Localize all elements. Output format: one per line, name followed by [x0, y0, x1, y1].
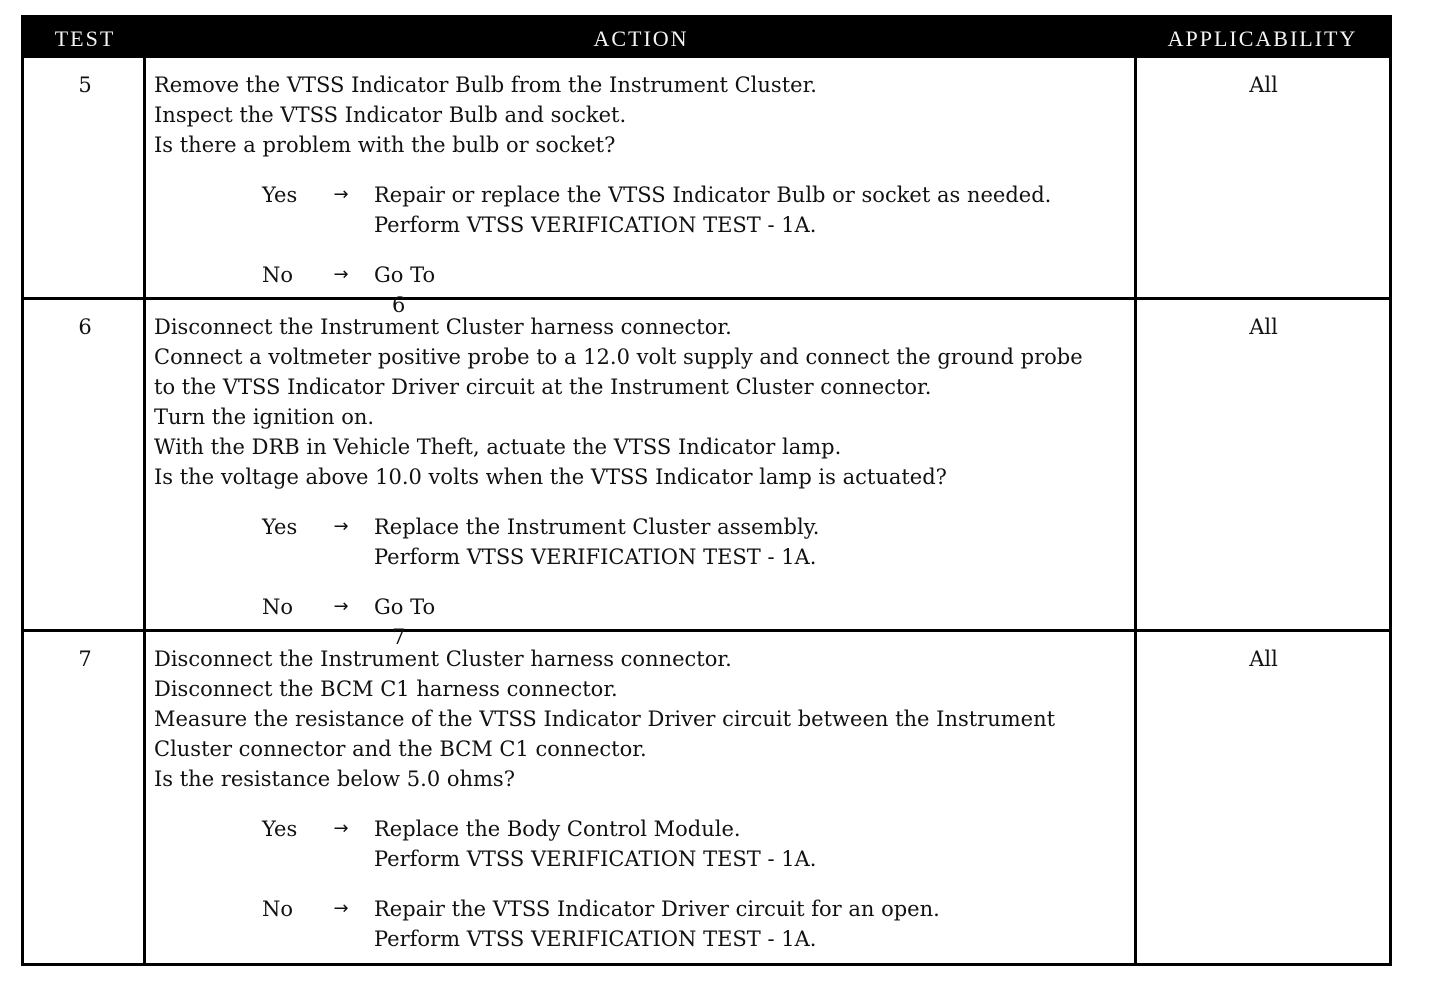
action-step: Connect a voltmeter positive probe to a 12.0 volt supply and connect the ground probe: [154, 345, 1083, 369]
outcome-line: Repair or replace the VTSS Indicator Bulb or socket as needed.: [374, 183, 1052, 207]
action-step: Is the voltage above 10.0 volts when the VTSS Indicator lamp is actuated?: [154, 465, 947, 489]
goto-text: Go To: [374, 595, 436, 619]
yes-label: Yes: [262, 817, 298, 841]
action-cell: [154, 70, 1134, 320]
outcome-line: Replace the Body Control Module.: [374, 817, 741, 841]
applicability-value: All: [1249, 315, 1278, 339]
table-header: [24, 18, 1389, 58]
outcome-line: Replace the Instrument Cluster assembly.: [374, 515, 820, 539]
outcome-line: Perform VTSS VERIFICATION TEST - 1A.: [374, 927, 817, 951]
action-step: Disconnect the Instrument Cluster harness connector.: [154, 647, 732, 671]
applicability-value: All: [1249, 647, 1278, 671]
arrow-right-icon: →: [333, 264, 349, 285]
diagnostic-table: [21, 15, 1392, 966]
yes-label: Yes: [262, 515, 298, 539]
header-applicability: APPLICABILITY: [1167, 26, 1358, 51]
test-number: 5: [78, 73, 92, 97]
outcome-line: Perform VTSS VERIFICATION TEST - 1A.: [374, 847, 817, 871]
outcome-line: Repair the VTSS Indicator Driver circuit for an open.: [374, 897, 940, 921]
header-action: ACTION: [593, 26, 689, 51]
no-outcome: [262, 894, 1134, 954]
action-step: Disconnect the Instrument Cluster harness connector.: [154, 315, 732, 339]
header-test: TEST: [54, 26, 116, 51]
table-row: [24, 300, 1389, 649]
test-number: 6: [78, 315, 92, 339]
no-label: No: [262, 897, 294, 921]
action-step: Remove the VTSS Indicator Bulb from the Instrument Cluster.: [154, 73, 817, 97]
test-number: 7: [78, 647, 92, 671]
action-step: Is the resistance below 5.0 ohms?: [154, 767, 515, 791]
arrow-right-icon: →: [333, 184, 349, 205]
applicability-value: All: [1249, 73, 1278, 97]
action-step: Cluster connector and the BCM C1 connector.: [154, 737, 647, 761]
yes-outcome: [262, 512, 1134, 572]
arrow-right-icon: →: [333, 818, 349, 839]
goto-text: Go To: [374, 263, 436, 287]
outcome-line: Perform VTSS VERIFICATION TEST - 1A.: [374, 213, 817, 237]
table-row: [24, 58, 1389, 317]
action-step: Measure the resistance of the VTSS Indicator Driver circuit between the Instrument: [154, 707, 1056, 731]
action-cell: [154, 644, 1134, 954]
table-row: [24, 632, 1389, 963]
no-label: No: [262, 595, 294, 619]
outcome-line: Perform VTSS VERIFICATION TEST - 1A.: [374, 545, 817, 569]
action-step: Inspect the VTSS Indicator Bulb and socket.: [154, 103, 627, 127]
action-step: Disconnect the BCM C1 harness connector.: [154, 677, 618, 701]
goto-number: 7: [392, 625, 406, 649]
action-step: Turn the ignition on.: [154, 405, 375, 429]
action-cell: [154, 312, 1134, 652]
action-step: With the DRB in Vehicle Theft, actuate the VTSS Indicator lamp.: [154, 435, 842, 459]
action-step: to the VTSS Indicator Driver circuit at the Instrument Cluster connector.: [154, 375, 932, 399]
arrow-right-icon: →: [333, 596, 349, 617]
no-label: No: [262, 263, 294, 287]
arrow-right-icon: →: [333, 898, 349, 919]
action-step: Is there a problem with the bulb or socket?: [154, 133, 616, 157]
arrow-right-icon: →: [333, 516, 349, 537]
yes-outcome: [262, 814, 1134, 874]
goto-number: 6: [392, 293, 406, 317]
yes-outcome: [262, 180, 1134, 240]
yes-label: Yes: [262, 183, 298, 207]
